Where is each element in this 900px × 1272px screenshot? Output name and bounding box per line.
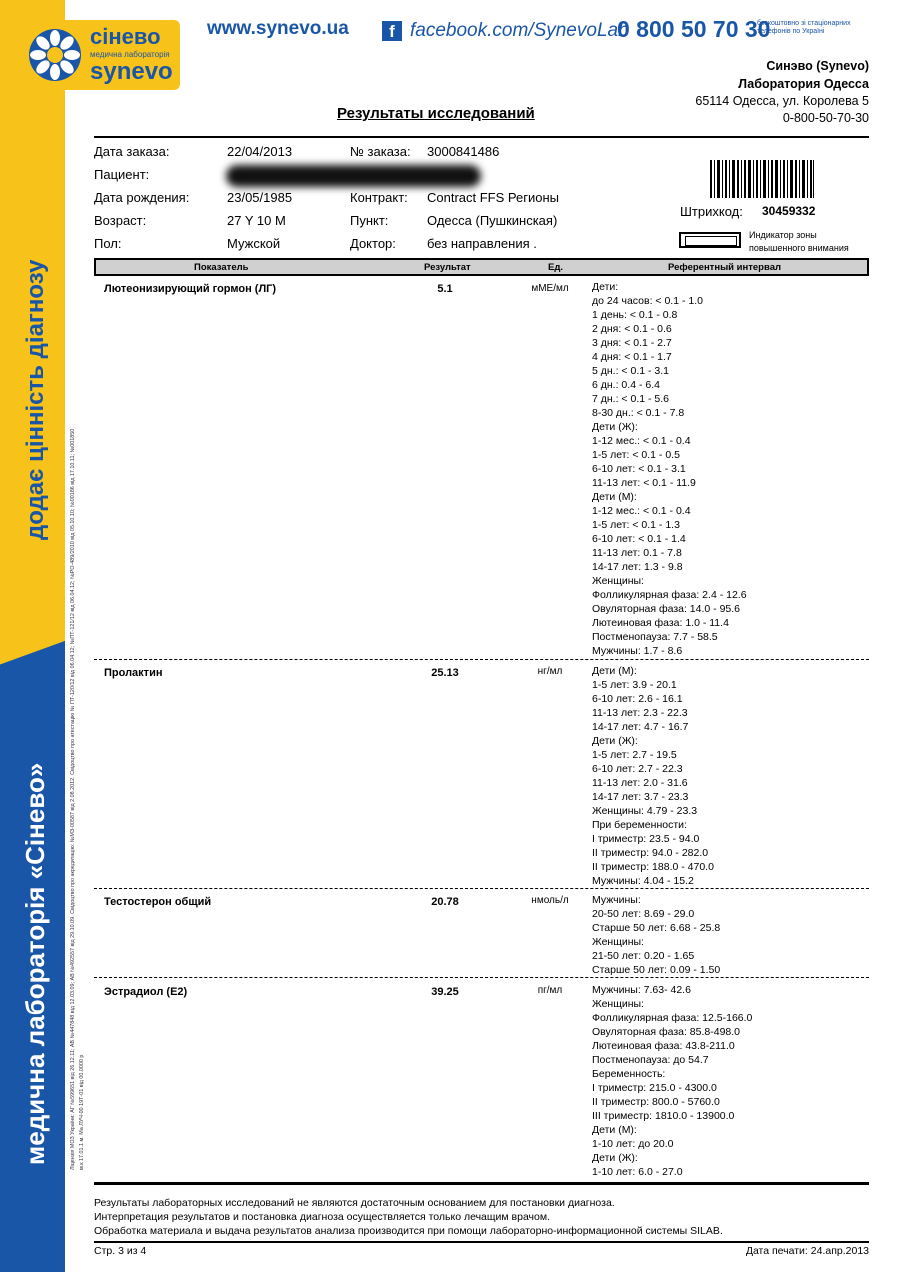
license-text: Ліцензія МОЗ України: АГ №599651 від 26.12.11; АВ №447848 від 12.03.09; АВ №492557 від 29.10.09. Свідоцтво про акредитацію: №МЗ-00587 від 2.08.2012. Свідоцтво про атестацію № ПТ-120/12 від 06.04.12; №ПТ-121/12 від 06.04.12; №РО-489/2010 від 05.10.10; №00186 від 17.10.11; №001850 [70, 428, 76, 1170]
header-unit: Ед. [548, 262, 564, 273]
test-result: 39.25 [431, 986, 459, 998]
test-result: 5.1 [437, 283, 453, 295]
license-text-2: м.к 17.01.1 м. Ма ЛУЧ-00 19Т-01 від 00.0000 р [79, 1054, 85, 1170]
patient-name-redacted [226, 165, 481, 187]
vertical-brand-name: медична лабораторія «Сінево» [20, 762, 50, 1165]
facebook-icon: f [382, 21, 402, 41]
header-indicator: Показатель [194, 262, 249, 273]
lab-address: 65114 Одесса, ул. Королева 5 [695, 94, 869, 108]
synevo-logo [20, 20, 180, 90]
hotline-phone: 0 800 50 70 30 [617, 16, 771, 42]
table-header [94, 258, 869, 276]
slogan: додає цінність діагнозу [22, 259, 49, 540]
logo-text-en: synevo [90, 58, 173, 85]
doctor-label: Доктор: [350, 236, 396, 251]
website-link[interactable]: www.synevo.ua [207, 18, 349, 39]
test-unit: нг/мл [537, 666, 563, 677]
row-separator [94, 888, 869, 889]
barcode-label: Штрихкод: [680, 204, 743, 219]
contract: Contract FFS Регионы [427, 190, 559, 205]
divider [94, 1241, 869, 1243]
divider [94, 136, 869, 138]
header-reference: Референтный интервал [668, 262, 782, 273]
test-result: 25.13 [431, 667, 459, 679]
dob: 23/05/1985 [227, 190, 293, 205]
barcode-number: 30459332 [762, 204, 816, 218]
hotline-note: безкоштовно зі стаціонарних телефонів по Україні [757, 20, 851, 35]
attention-indicator-icon [679, 232, 741, 248]
patient-label: Пациент: [94, 167, 150, 182]
logo-text-ua: сінево [90, 24, 161, 49]
test-reference: Дети: до 24 часов: < 0.1 - 1.0 1 день: < 0.1 - 0.8 2 дня: < 0.1 - 0.6 3 дня: < 0.1 - 2.7 4 дня: < 0.1 - 1.7 5 дн.: < 0.1 - 3.1 6 дн.: 0.4 - 6.4 7 дн.: < 0.1 - 5.6 8-30 дн.: < 0.1 - 7.8 Дети (Ж): 1-12 мес.: < 0.1 - 0.4 1-5 лет: < 0.1 - 0.5 6-10 лет: < 0.1 - 3.1 11-13 лет: < 0.1 - 11.9 Дети (М): 1-12 мес.: < 0.1 - 0.4 1-5 лет: < 0.1 - 1.3 6-10 лет: < 0.1 - 1.4 11-13 лет: 0.1 - 7.8 14-17 лет: 1.3 - 9.8 Женщины: Фолликулярная фаза: 2.4 - 12.6 Овуляторная фаза: 14.0 - 95.6 Лютеиновая фаза: 1.0 - 11.4 Постменопауза: 7.7 - 58.5 Мужчины: 1.7 - 8.6 [592, 281, 747, 657]
test-unit: мМЕ/мл [531, 283, 569, 294]
lab-phone: 0-800-50-70-30 [782, 111, 869, 125]
row-separator [94, 659, 869, 660]
header-result: Результат [424, 262, 471, 273]
age: 27 Y 10 M [227, 213, 286, 228]
order-date-label: Дата заказа: [94, 144, 170, 159]
row-separator [94, 977, 869, 978]
test-name: Эстрадиол (Е2) [104, 986, 188, 998]
test-name: Пролактин [104, 667, 163, 679]
test-reference: Дети (М): 1-5 лет: 3.9 - 20.1 6-10 лет: 2.6 - 16.1 11-13 лет: 2.3 - 22.3 14-17 лет: 4.7 - 16.7 Дети (Ж): 1-5 лет: 2.7 - 19.5 6-10 лет: 2.7 - 22.3 11-13 лет: 2.0 - 31.6 14-17 лет: 3.7 - 23.3 Женщины: 4.79 - 23.3 При беременности: I триместр: 23.5 - 94.0 II триместр: 94.0 - 282.0 II триместр: 188.0 - 470.0 Мужчины: 4.04 - 15.2 [592, 665, 714, 887]
divider [94, 1182, 869, 1185]
print-date: Дата печати: 24.апр.2013 [745, 1245, 869, 1257]
test-name: Тестостерон общий [104, 896, 212, 908]
flower-icon [28, 28, 82, 82]
order-date: 22/04/2013 [227, 144, 293, 159]
footer-disclaimer-2: Интерпретация результатов и постановка диагноза осуществляется только лечащим врачом. [94, 1211, 551, 1223]
footer-disclaimer-3: Обработка материала и выдача результатов анализа производится при помощи лабораторно-информационной системы SILAB. [94, 1225, 723, 1237]
test-reference: Мужчины: 7.63- 42.6 Женщины: Фолликулярная фаза: 12.5-166.0 Овуляторная фаза: 85.8-498.0 Лютеиновая фаза: 43.8-211.0 Постменопауза: до 54.7 Беременность: I триместр: 215.0 - 4300.0 II триместр: 800.0 - 5760.0 III триместр: 1810.0 - 13900.0 Дети (М): 1-10 лет: до 20.0 Дети (Ж): 1-10 лет: 6.0 - 27.0 [592, 984, 753, 1178]
sidebar-banner [0, 0, 65, 1272]
contract-label: Контракт: [350, 190, 408, 205]
page-number: Стр. 3 из 4 [94, 1245, 147, 1257]
test-result: 20.78 [431, 896, 459, 908]
age-label: Возраст: [94, 213, 147, 228]
attention-indicator-label: Индикатор зоны повышенного внимания [749, 230, 849, 253]
lab-branch: Лаборатория Одесса [738, 77, 869, 91]
test-reference: Мужчины: 20-50 лет: 8.69 - 29.0 Старше 50 лет: 6.68 - 25.8 Женщины: 21-50 лет: 0.20 - 1.65 Старше 50 лет: 0.09 - 1.50 [592, 894, 721, 976]
page-title: Результаты исследований [337, 105, 535, 122]
lab-name: Синэво (Synevo) [766, 59, 869, 73]
logo-subtitle: медична лабораторія [90, 50, 170, 59]
sex: Мужской [227, 236, 281, 251]
barcode-icon [710, 160, 814, 198]
facebook-link[interactable]: facebook.com/SynevoLab [410, 20, 629, 41]
test-unit: пг/мл [537, 985, 563, 996]
point-label: Пункт: [350, 213, 389, 228]
order-number: 3000841486 [427, 144, 500, 159]
point: Одесса (Пушкинская) [427, 213, 558, 228]
test-name: Лютеонизирующий гормон (ЛГ) [104, 283, 277, 295]
doctor: без направления . [427, 236, 537, 251]
footer-disclaimer-1: Результаты лабораторных исследований не являются достаточным основанием для постановки диагноза. [94, 1197, 615, 1209]
sex-label: Пол: [94, 236, 122, 251]
order-number-label: № заказа: [350, 144, 411, 159]
dob-label: Дата рождения: [94, 190, 190, 205]
test-unit: нмоль/л [531, 895, 569, 906]
